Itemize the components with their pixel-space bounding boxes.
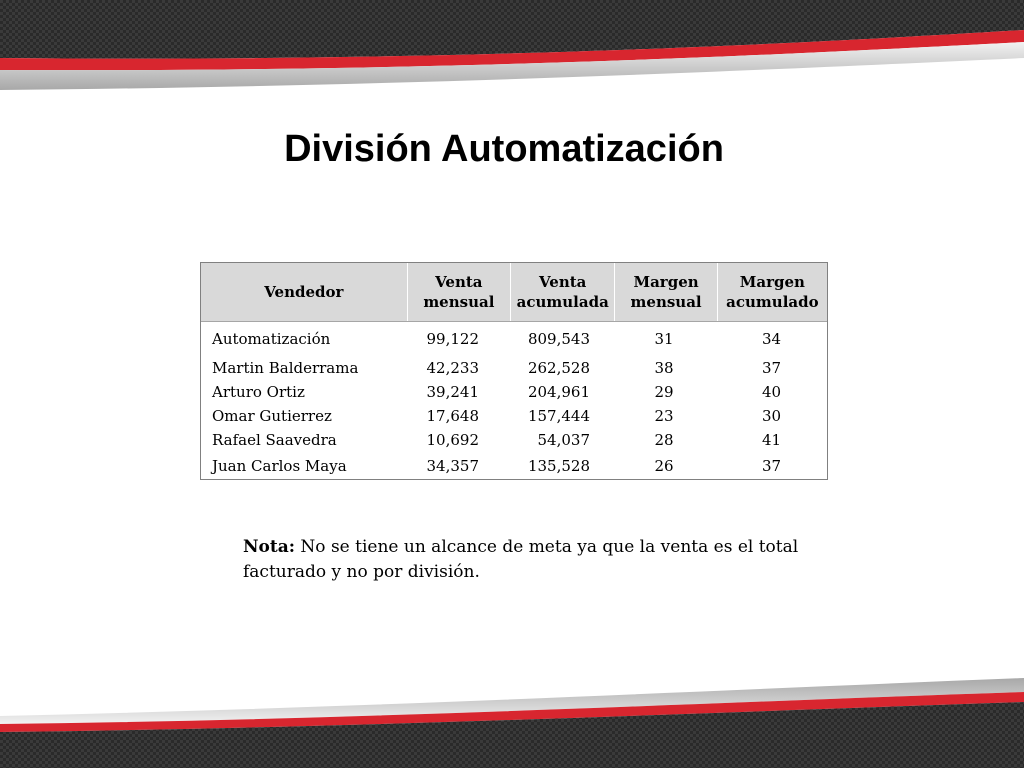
footnote: [243, 535, 803, 585]
cell-margen-mensual: 23: [654, 407, 674, 425]
cell-venta-acumulada: 809,543: [527, 330, 590, 348]
table-header: [201, 263, 827, 322]
cell-vendedor: Martin Balderrama: [212, 359, 359, 377]
cell-margen-mensual: 31: [654, 330, 674, 348]
cell-vendedor: Arturo Ortiz: [212, 383, 305, 401]
header-vendedor: [201, 263, 408, 321]
header-venta-acumulada-line1: Venta: [539, 273, 587, 291]
table-row: [201, 380, 827, 404]
header-margen-acumulado: [718, 263, 827, 321]
cell-venta-acumulada: 135,528: [527, 457, 590, 475]
header-margen-acumulado-line2: acumulado: [726, 293, 819, 311]
header-venta-mensual-line1: Venta: [435, 273, 483, 291]
cell-margen-mensual: 26: [654, 457, 674, 475]
footnote-label: Nota:: [243, 537, 296, 557]
header-venta-acumulada: [511, 263, 615, 321]
cell-venta-mensual: 39,241: [426, 383, 479, 401]
cell-venta-acumulada: 54,037: [537, 431, 590, 449]
cell-margen-acumulado: 30: [761, 407, 782, 425]
header-venta-mensual: [408, 263, 511, 321]
page-title: División Automatización: [284, 128, 724, 170]
cell-margen-acumulado: 40: [761, 383, 782, 401]
sales-table: [200, 262, 828, 480]
cell-margen-acumulado: 34: [761, 330, 782, 348]
header-vendedor-text: Vendedor: [264, 283, 344, 301]
cell-venta-mensual: 10,692: [426, 431, 479, 449]
table-row: [201, 404, 827, 428]
cell-margen-mensual: 29: [654, 383, 674, 401]
cell-venta-mensual: 42,233: [426, 359, 479, 377]
header-venta-mensual-line2: mensual: [423, 293, 495, 311]
cell-venta-acumulada: 262,528: [527, 359, 590, 377]
cell-margen-acumulado: 41: [761, 431, 782, 449]
header-venta-acumulada-line2: acumulada: [516, 293, 609, 311]
cell-venta-mensual: 17,648: [426, 407, 479, 425]
bottom-decorative-band: [0, 668, 1024, 768]
table-row: [201, 356, 827, 380]
cell-margen-mensual: 28: [654, 431, 674, 449]
table-row: [201, 428, 827, 452]
header-margen-mensual-line2: mensual: [630, 293, 702, 311]
top-decorative-band: [0, 0, 1024, 100]
cell-venta-acumulada: 204,961: [527, 383, 590, 401]
table-row: [201, 454, 827, 478]
header-margen-mensual: [615, 263, 717, 321]
cell-margen-mensual: 38: [654, 359, 674, 377]
cell-margen-acumulado: 37: [761, 359, 782, 377]
table-row: [201, 327, 827, 351]
cell-vendedor: Juan Carlos Maya: [212, 457, 347, 475]
cell-venta-acumulada: 157,444: [527, 407, 590, 425]
cell-vendedor: Automatización: [212, 330, 331, 348]
cell-vendedor: Rafael Saavedra: [212, 431, 337, 449]
cell-vendedor: Omar Gutierrez: [212, 407, 332, 425]
cell-margen-acumulado: 37: [761, 457, 782, 475]
cell-venta-mensual: 34,357: [426, 457, 479, 475]
header-margen-mensual-line1: Margen: [633, 273, 699, 291]
footnote-text: No se tiene un alcance de meta ya que la venta es el total facturado y no por división.: [243, 537, 799, 582]
cell-venta-mensual: 99,122: [426, 330, 479, 348]
header-margen-acumulado-line1: Margen: [739, 273, 805, 291]
